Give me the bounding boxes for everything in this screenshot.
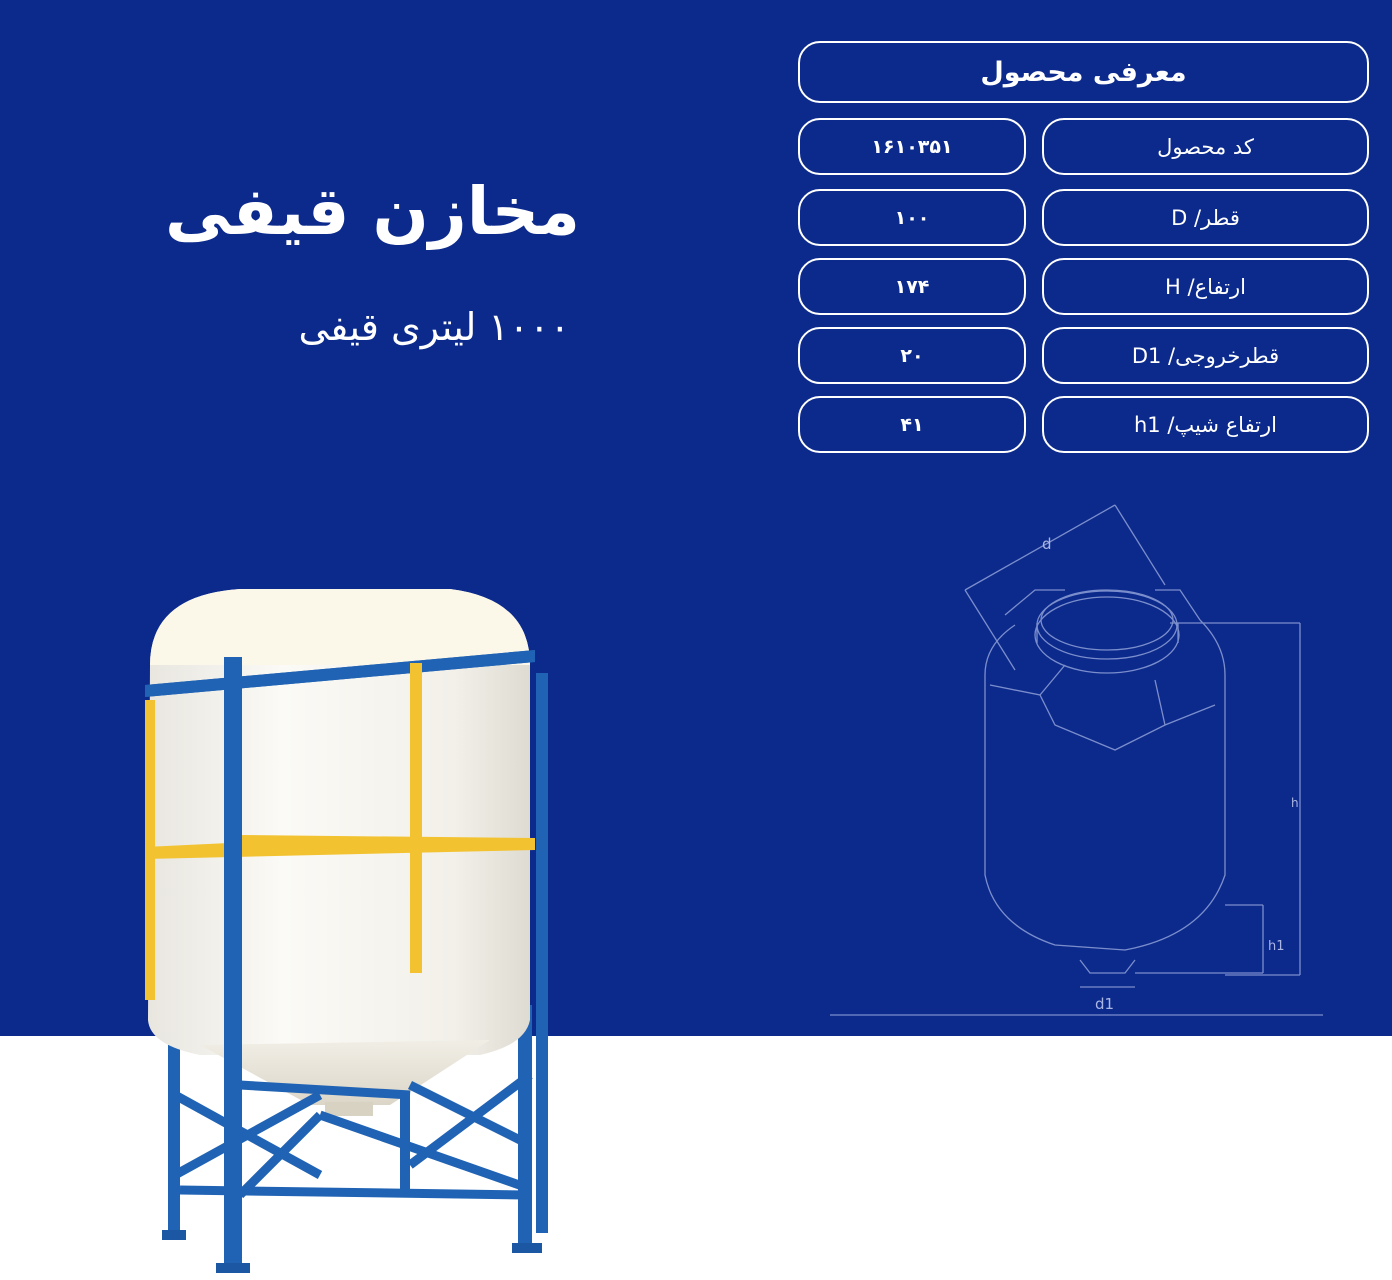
spec-table-header: معرفی محصول	[798, 41, 1369, 103]
dim-label-h1: h1	[1268, 939, 1285, 954]
page-title: مخازن قیفی	[165, 173, 580, 250]
spec-value-product-code: ۱۶۱۰۳۵۱	[798, 118, 1026, 175]
funnel-tank-image	[120, 575, 590, 1275]
spec-value-slope-height: ۴۱	[798, 396, 1026, 453]
spec-label-product-code: کد محصول	[1042, 118, 1369, 175]
page-subtitle: ۱۰۰۰ لیتری قیفی	[298, 305, 570, 349]
spec-label-slope-height: ارتفاع شیپ/ h1	[1042, 396, 1369, 453]
spec-value-outlet-diameter: ۲۰	[798, 327, 1026, 384]
technical-drawing	[825, 495, 1325, 1025]
spec-label-outlet-diameter: قطرخروجی/ D1	[1042, 327, 1369, 384]
dim-label-d1: d1	[1095, 995, 1115, 1013]
dim-label-h: h	[1291, 796, 1299, 810]
spec-label-diameter: قطر/ D	[1042, 189, 1369, 246]
dim-label-d: d	[1042, 535, 1052, 553]
spec-label-height: ارتفاع/ H	[1042, 258, 1369, 315]
spec-value-height: ۱۷۴	[798, 258, 1026, 315]
spec-value-diameter: ۱۰۰	[798, 189, 1026, 246]
